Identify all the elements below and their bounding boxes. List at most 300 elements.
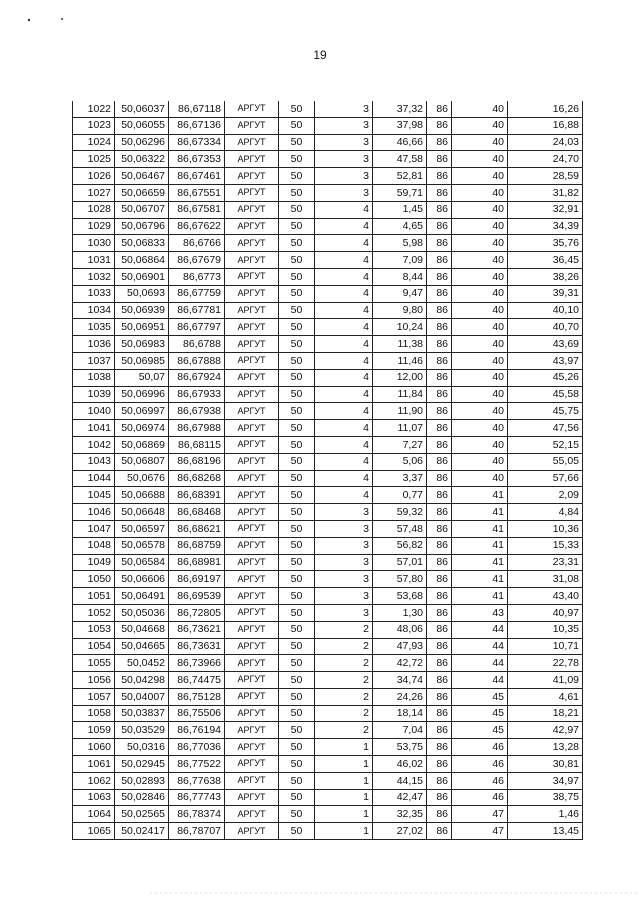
value-e-cell: 43 xyxy=(452,604,508,621)
longitude-cell: 86,6788 xyxy=(169,336,225,353)
value-a-cell: 50 xyxy=(279,235,315,252)
point-number-cell: 1043 xyxy=(73,453,115,470)
longitude-cell: 86,75128 xyxy=(169,688,225,705)
value-b-cell: 2 xyxy=(315,672,373,689)
value-f-cell: 45,26 xyxy=(508,369,583,386)
point-number-cell: 1064 xyxy=(73,806,115,823)
value-a-cell: 50 xyxy=(279,638,315,655)
value-d-cell: 86 xyxy=(427,554,452,571)
river-name-cell: АРГУТ xyxy=(225,252,279,269)
value-e-cell: 40 xyxy=(452,420,508,437)
value-e-cell: 44 xyxy=(452,672,508,689)
value-e-cell: 40 xyxy=(452,201,508,218)
point-number-cell: 1051 xyxy=(73,588,115,605)
value-a-cell: 50 xyxy=(279,470,315,487)
value-c-cell: 52,81 xyxy=(373,168,427,185)
point-number-cell: 1025 xyxy=(73,151,115,168)
latitude-cell: 50,0676 xyxy=(115,470,169,487)
river-name-cell: АРГУТ xyxy=(225,588,279,605)
value-b-cell: 4 xyxy=(315,470,373,487)
value-f-cell: 47,56 xyxy=(508,420,583,437)
value-f-cell: 31,08 xyxy=(508,571,583,588)
page-number: 19 xyxy=(313,48,327,62)
latitude-cell: 50,06807 xyxy=(115,453,169,470)
value-a-cell: 50 xyxy=(279,184,315,201)
point-number-cell: 1039 xyxy=(73,386,115,403)
value-d-cell: 86 xyxy=(427,588,452,605)
latitude-cell: 50,02945 xyxy=(115,756,169,773)
value-b-cell: 4 xyxy=(315,218,373,235)
longitude-cell: 86,67759 xyxy=(169,285,225,302)
latitude-cell: 50,04668 xyxy=(115,621,169,638)
value-e-cell: 41 xyxy=(452,487,508,504)
point-number-cell: 1030 xyxy=(73,235,115,252)
value-a-cell: 50 xyxy=(279,588,315,605)
value-e-cell: 40 xyxy=(452,336,508,353)
value-f-cell: 10,36 xyxy=(508,520,583,537)
value-b-cell: 2 xyxy=(315,655,373,672)
longitude-cell: 86,68268 xyxy=(169,470,225,487)
river-name-cell: АРГУТ xyxy=(225,739,279,756)
latitude-cell: 50,04007 xyxy=(115,688,169,705)
table-row xyxy=(73,151,583,168)
value-b-cell: 1 xyxy=(315,806,373,823)
value-f-cell: 38,75 xyxy=(508,789,583,806)
value-a-cell: 50 xyxy=(279,571,315,588)
value-e-cell: 44 xyxy=(452,655,508,672)
value-a-cell: 50 xyxy=(279,705,315,722)
value-d-cell: 86 xyxy=(427,638,452,655)
latitude-cell: 50,02417 xyxy=(115,823,169,840)
longitude-cell: 86,69539 xyxy=(169,588,225,605)
longitude-cell: 86,67888 xyxy=(169,352,225,369)
value-a-cell: 50 xyxy=(279,554,315,571)
value-c-cell: 44,15 xyxy=(373,772,427,789)
longitude-cell: 86,67581 xyxy=(169,201,225,218)
value-c-cell: 9,47 xyxy=(373,285,427,302)
value-c-cell: 57,80 xyxy=(373,571,427,588)
table-row xyxy=(73,537,583,554)
value-d-cell: 86 xyxy=(427,520,452,537)
table-row xyxy=(73,789,583,806)
latitude-cell: 50,06796 xyxy=(115,218,169,235)
value-e-cell: 40 xyxy=(452,168,508,185)
latitude-cell: 50,03837 xyxy=(115,705,169,722)
table-row xyxy=(73,470,583,487)
longitude-cell: 86,68115 xyxy=(169,436,225,453)
latitude-cell: 50,06707 xyxy=(115,201,169,218)
table-row xyxy=(73,806,583,823)
value-d-cell: 86 xyxy=(427,722,452,739)
point-number-cell: 1033 xyxy=(73,285,115,302)
longitude-cell: 86,67353 xyxy=(169,151,225,168)
value-e-cell: 40 xyxy=(452,117,508,134)
value-f-cell: 4,84 xyxy=(508,504,583,521)
latitude-cell: 50,05036 xyxy=(115,604,169,621)
point-number-cell: 1027 xyxy=(73,184,115,201)
value-f-cell: 52,15 xyxy=(508,436,583,453)
table-row xyxy=(73,672,583,689)
river-name-cell: АРГУТ xyxy=(225,403,279,420)
value-b-cell: 4 xyxy=(315,336,373,353)
value-d-cell: 86 xyxy=(427,772,452,789)
point-number-cell: 1055 xyxy=(73,655,115,672)
value-c-cell: 3,37 xyxy=(373,470,427,487)
value-c-cell: 4,65 xyxy=(373,218,427,235)
latitude-cell: 50,02893 xyxy=(115,772,169,789)
value-c-cell: 11,07 xyxy=(373,420,427,437)
longitude-cell: 86,68391 xyxy=(169,487,225,504)
value-b-cell: 1 xyxy=(315,756,373,773)
point-number-cell: 1059 xyxy=(73,722,115,739)
latitude-cell: 50,04298 xyxy=(115,672,169,689)
value-e-cell: 40 xyxy=(452,470,508,487)
table-row xyxy=(73,117,583,134)
value-c-cell: 53,68 xyxy=(373,588,427,605)
longitude-cell: 86,67938 xyxy=(169,403,225,420)
river-name-cell: АРГУТ xyxy=(225,537,279,554)
value-e-cell: 44 xyxy=(452,621,508,638)
longitude-cell: 86,6766 xyxy=(169,235,225,252)
point-number-cell: 1062 xyxy=(73,772,115,789)
longitude-cell: 86,67461 xyxy=(169,168,225,185)
value-e-cell: 45 xyxy=(452,705,508,722)
value-a-cell: 50 xyxy=(279,252,315,269)
value-d-cell: 86 xyxy=(427,218,452,235)
value-b-cell: 1 xyxy=(315,772,373,789)
value-f-cell: 45,75 xyxy=(508,403,583,420)
value-d-cell: 86 xyxy=(427,101,452,117)
point-number-cell: 1037 xyxy=(73,352,115,369)
table-row xyxy=(73,739,583,756)
value-b-cell: 2 xyxy=(315,621,373,638)
value-a-cell: 50 xyxy=(279,688,315,705)
river-name-cell: АРГУТ xyxy=(225,235,279,252)
table-row xyxy=(73,386,583,403)
latitude-cell: 50,06322 xyxy=(115,151,169,168)
value-e-cell: 41 xyxy=(452,588,508,605)
value-d-cell: 86 xyxy=(427,621,452,638)
value-a-cell: 50 xyxy=(279,101,315,117)
latitude-cell: 50,06584 xyxy=(115,554,169,571)
value-a-cell: 50 xyxy=(279,655,315,672)
latitude-cell: 50,04665 xyxy=(115,638,169,655)
table-row xyxy=(73,487,583,504)
value-a-cell: 50 xyxy=(279,151,315,168)
value-f-cell: 16,26 xyxy=(508,101,583,117)
value-e-cell: 40 xyxy=(452,252,508,269)
point-number-cell: 1065 xyxy=(73,823,115,840)
value-c-cell: 57,48 xyxy=(373,520,427,537)
point-number-cell: 1048 xyxy=(73,537,115,554)
value-c-cell: 59,32 xyxy=(373,504,427,521)
value-b-cell: 4 xyxy=(315,420,373,437)
value-c-cell: 48,06 xyxy=(373,621,427,638)
value-c-cell: 37,98 xyxy=(373,117,427,134)
value-c-cell: 5,06 xyxy=(373,453,427,470)
river-name-cell: АРГУТ xyxy=(225,369,279,386)
table-row xyxy=(73,168,583,185)
value-d-cell: 86 xyxy=(427,168,452,185)
latitude-cell: 50,06997 xyxy=(115,403,169,420)
value-b-cell: 3 xyxy=(315,504,373,521)
table-row xyxy=(73,336,583,353)
table-row xyxy=(73,504,583,521)
longitude-cell: 86,67781 xyxy=(169,302,225,319)
value-e-cell: 46 xyxy=(452,739,508,756)
value-e-cell: 40 xyxy=(452,184,508,201)
river-name-cell: АРГУТ xyxy=(225,319,279,336)
value-f-cell: 13,45 xyxy=(508,823,583,840)
table-row xyxy=(73,436,583,453)
value-b-cell: 3 xyxy=(315,604,373,621)
value-d-cell: 86 xyxy=(427,151,452,168)
point-number-cell: 1057 xyxy=(73,688,115,705)
river-name-cell: АРГУТ xyxy=(225,554,279,571)
value-b-cell: 3 xyxy=(315,554,373,571)
longitude-cell: 86,67118 xyxy=(169,101,225,117)
value-d-cell: 86 xyxy=(427,470,452,487)
value-b-cell: 2 xyxy=(315,722,373,739)
longitude-cell: 86,73631 xyxy=(169,638,225,655)
latitude-cell: 50,06864 xyxy=(115,252,169,269)
value-e-cell: 47 xyxy=(452,823,508,840)
latitude-cell: 50,06606 xyxy=(115,571,169,588)
value-f-cell: 15,33 xyxy=(508,537,583,554)
value-c-cell: 46,66 xyxy=(373,134,427,151)
value-f-cell: 34,39 xyxy=(508,218,583,235)
river-name-cell: АРГУТ xyxy=(225,722,279,739)
table-row xyxy=(73,588,583,605)
value-e-cell: 45 xyxy=(452,722,508,739)
river-name-cell: АРГУТ xyxy=(225,134,279,151)
value-a-cell: 50 xyxy=(279,739,315,756)
latitude-cell: 50,0693 xyxy=(115,285,169,302)
river-name-cell: АРГУТ xyxy=(225,268,279,285)
value-e-cell: 40 xyxy=(452,151,508,168)
value-e-cell: 41 xyxy=(452,537,508,554)
latitude-cell: 50,0452 xyxy=(115,655,169,672)
longitude-cell: 86,76194 xyxy=(169,722,225,739)
point-number-cell: 1029 xyxy=(73,218,115,235)
river-name-cell: АРГУТ xyxy=(225,285,279,302)
value-f-cell: 23,31 xyxy=(508,554,583,571)
table-row xyxy=(73,403,583,420)
point-number-cell: 1058 xyxy=(73,705,115,722)
value-d-cell: 86 xyxy=(427,487,452,504)
table-row xyxy=(73,621,583,638)
value-c-cell: 1,45 xyxy=(373,201,427,218)
value-e-cell: 40 xyxy=(452,453,508,470)
river-name-cell: АРГУТ xyxy=(225,218,279,235)
longitude-cell: 86,77522 xyxy=(169,756,225,773)
table-row xyxy=(73,369,583,386)
value-a-cell: 50 xyxy=(279,487,315,504)
value-b-cell: 4 xyxy=(315,436,373,453)
value-e-cell: 41 xyxy=(452,520,508,537)
value-d-cell: 86 xyxy=(427,285,452,302)
value-e-cell: 40 xyxy=(452,319,508,336)
value-a-cell: 50 xyxy=(279,772,315,789)
value-a-cell: 50 xyxy=(279,520,315,537)
value-d-cell: 86 xyxy=(427,739,452,756)
point-number-cell: 1031 xyxy=(73,252,115,269)
river-name-cell: АРГУТ xyxy=(225,672,279,689)
river-name-cell: АРГУТ xyxy=(225,184,279,201)
river-name-cell: АРГУТ xyxy=(225,621,279,638)
value-f-cell: 38,26 xyxy=(508,268,583,285)
value-f-cell: 35,76 xyxy=(508,235,583,252)
table-row xyxy=(73,252,583,269)
value-a-cell: 50 xyxy=(279,369,315,386)
value-a-cell: 50 xyxy=(279,285,315,302)
value-f-cell: 34,97 xyxy=(508,772,583,789)
latitude-cell: 50,06688 xyxy=(115,487,169,504)
longitude-cell: 86,67136 xyxy=(169,117,225,134)
value-a-cell: 50 xyxy=(279,336,315,353)
value-f-cell: 30,81 xyxy=(508,756,583,773)
value-e-cell: 41 xyxy=(452,554,508,571)
longitude-cell: 86,67797 xyxy=(169,319,225,336)
value-e-cell: 40 xyxy=(452,352,508,369)
value-f-cell: 42,97 xyxy=(508,722,583,739)
value-c-cell: 46,02 xyxy=(373,756,427,773)
point-number-cell: 1060 xyxy=(73,739,115,756)
river-name-cell: АРГУТ xyxy=(225,638,279,655)
table-row xyxy=(73,134,583,151)
value-a-cell: 50 xyxy=(279,420,315,437)
latitude-cell: 50,02846 xyxy=(115,789,169,806)
latitude-cell: 50,06597 xyxy=(115,520,169,537)
point-number-cell: 1056 xyxy=(73,672,115,689)
table-row xyxy=(73,554,583,571)
value-c-cell: 10,24 xyxy=(373,319,427,336)
value-c-cell: 18,14 xyxy=(373,705,427,722)
latitude-cell: 50,06983 xyxy=(115,336,169,353)
value-c-cell: 9,80 xyxy=(373,302,427,319)
longitude-cell: 86,73621 xyxy=(169,621,225,638)
table-body xyxy=(73,101,583,840)
latitude-cell: 50,06833 xyxy=(115,235,169,252)
value-f-cell: 43,97 xyxy=(508,352,583,369)
river-name-cell: АРГУТ xyxy=(225,117,279,134)
value-a-cell: 50 xyxy=(279,168,315,185)
value-a-cell: 50 xyxy=(279,453,315,470)
longitude-cell: 86,6773 xyxy=(169,268,225,285)
table-row xyxy=(73,420,583,437)
longitude-cell: 86,73966 xyxy=(169,655,225,672)
value-e-cell: 40 xyxy=(452,134,508,151)
river-name-cell: АРГУТ xyxy=(225,386,279,403)
value-a-cell: 50 xyxy=(279,117,315,134)
point-number-cell: 1034 xyxy=(73,302,115,319)
value-c-cell: 53,75 xyxy=(373,739,427,756)
value-d-cell: 86 xyxy=(427,436,452,453)
value-c-cell: 11,38 xyxy=(373,336,427,353)
value-b-cell: 4 xyxy=(315,285,373,302)
value-e-cell: 41 xyxy=(452,504,508,521)
latitude-cell: 50,06055 xyxy=(115,117,169,134)
table-row xyxy=(73,268,583,285)
value-d-cell: 86 xyxy=(427,537,452,554)
point-number-cell: 1035 xyxy=(73,319,115,336)
value-b-cell: 3 xyxy=(315,134,373,151)
longitude-cell: 86,77743 xyxy=(169,789,225,806)
latitude-cell: 50,06659 xyxy=(115,184,169,201)
value-e-cell: 40 xyxy=(452,436,508,453)
latitude-cell: 50,06648 xyxy=(115,504,169,521)
point-number-cell: 1038 xyxy=(73,369,115,386)
table-row xyxy=(73,302,583,319)
value-b-cell: 3 xyxy=(315,537,373,554)
value-b-cell: 3 xyxy=(315,571,373,588)
table-row xyxy=(73,352,583,369)
table-row xyxy=(73,571,583,588)
river-name-cell: АРГУТ xyxy=(225,806,279,823)
value-f-cell: 39,31 xyxy=(508,285,583,302)
value-b-cell: 4 xyxy=(315,235,373,252)
river-name-cell: АРГУТ xyxy=(225,336,279,353)
point-number-cell: 1047 xyxy=(73,520,115,537)
river-name-cell: АРГУТ xyxy=(225,571,279,588)
point-number-cell: 1032 xyxy=(73,268,115,285)
value-e-cell: 40 xyxy=(452,302,508,319)
table-row xyxy=(73,235,583,252)
value-f-cell: 24,70 xyxy=(508,151,583,168)
value-a-cell: 50 xyxy=(279,268,315,285)
value-c-cell: 12,00 xyxy=(373,369,427,386)
value-e-cell: 40 xyxy=(452,386,508,403)
point-number-cell: 1041 xyxy=(73,420,115,437)
value-b-cell: 4 xyxy=(315,252,373,269)
longitude-cell: 86,67622 xyxy=(169,218,225,235)
value-d-cell: 86 xyxy=(427,604,452,621)
value-a-cell: 50 xyxy=(279,319,315,336)
longitude-cell: 86,67988 xyxy=(169,420,225,437)
value-c-cell: 57,01 xyxy=(373,554,427,571)
point-number-cell: 1036 xyxy=(73,336,115,353)
value-c-cell: 59,71 xyxy=(373,184,427,201)
longitude-cell: 86,67679 xyxy=(169,252,225,269)
latitude-cell: 50,06296 xyxy=(115,134,169,151)
longitude-cell: 86,77638 xyxy=(169,772,225,789)
value-b-cell: 4 xyxy=(315,352,373,369)
value-d-cell: 86 xyxy=(427,705,452,722)
latitude-cell: 50,06951 xyxy=(115,319,169,336)
value-a-cell: 50 xyxy=(279,789,315,806)
value-d-cell: 86 xyxy=(427,352,452,369)
value-a-cell: 50 xyxy=(279,302,315,319)
value-a-cell: 50 xyxy=(279,218,315,235)
river-name-cell: АРГУТ xyxy=(225,420,279,437)
value-f-cell: 41,09 xyxy=(508,672,583,689)
longitude-cell: 86,67334 xyxy=(169,134,225,151)
value-c-cell: 1,30 xyxy=(373,604,427,621)
value-c-cell: 7,04 xyxy=(373,722,427,739)
river-name-cell: АРГУТ xyxy=(225,655,279,672)
value-a-cell: 50 xyxy=(279,722,315,739)
value-e-cell: 46 xyxy=(452,772,508,789)
value-f-cell: 1,46 xyxy=(508,806,583,823)
value-f-cell: 10,71 xyxy=(508,638,583,655)
point-number-cell: 1024 xyxy=(73,134,115,151)
value-c-cell: 34,74 xyxy=(373,672,427,689)
value-a-cell: 50 xyxy=(279,436,315,453)
river-name-cell: АРГУТ xyxy=(225,504,279,521)
longitude-cell: 86,72805 xyxy=(169,604,225,621)
longitude-cell: 86,67924 xyxy=(169,369,225,386)
table-row xyxy=(73,218,583,235)
